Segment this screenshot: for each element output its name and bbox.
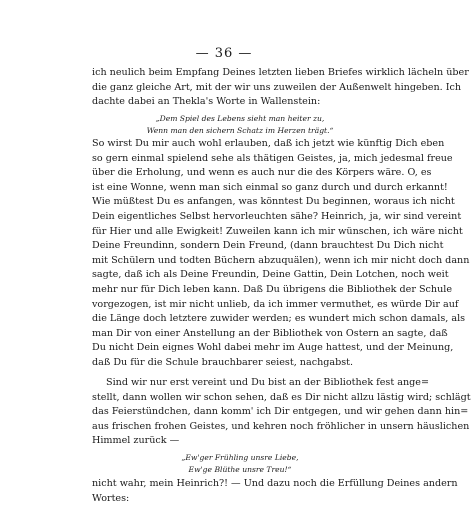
text-line: Deine Freundinn, sondern Dein Freund, (dann brauchtest Du Dich nicht: [92, 240, 444, 252]
paragraph-reunion: [92, 376, 471, 449]
text-line: für Hier und alle Ewigkeit! Zuweilen kann ich mir wünschen, ich wäre nicht: [92, 225, 463, 237]
text-line: Wortes:: [92, 492, 130, 504]
quote-line: Wenn man den sichern Schatz im Herzen trägt.“: [146, 126, 334, 135]
text-line: mit Schülern und todten Büchern abzuquälen), wenn ich mir nicht doch dann: [92, 254, 470, 266]
quote-wallenstein: [92, 113, 388, 137]
text-line: vorgezogen, ist mir nicht unlieb, da ich immer vermuthet, es würde Dir auf: [92, 298, 459, 310]
text-line: die Länge doch letztere zuwider werden; es wundert mich schon damals, als: [92, 313, 466, 325]
text-line: sagte, daß ich als Deine Freundin, Deine Gattin, Dein Lotchen, noch weit: [92, 269, 449, 281]
paragraph-closing-visible: [92, 477, 458, 506]
text-line: Himmel zurück —: [92, 435, 180, 447]
paragraph-main: [92, 137, 470, 371]
paragraph-opening: [92, 66, 469, 110]
page-number: — 36 —: [195, 46, 253, 61]
text-line: über die Erholung, und wenn es auch nur die des Körpers wäre. O, es: [92, 167, 432, 179]
text-line: nicht wahr, mein Heinrich?! — Und dazu noch die Erfüllung Deines andern: [92, 478, 458, 489]
text-line: das Feierstündchen, dann komm' ich Dir entgegen, und wir gehen dann hin=: [92, 406, 469, 418]
text-line: mehr nur für Dich leben kann. Daß Du übrigens die Bibliothek der Schule: [92, 283, 453, 295]
text-line: man Dir von einer Anstellung an der Bibliothek von Ostern an sagte, daß: [92, 327, 448, 339]
text-line: So wirst Du mir auch wohl erlauben, daß ich jetzt wie künftig Dich eben: [92, 138, 445, 149]
text-line: Du nicht Dein eignes Wohl dabei mehr im Auge hattest, und der Meinung,: [92, 342, 454, 354]
text-line: ich neulich beim Empfang Deines letzten lieben Briefes wirklich lächeln über: [92, 67, 469, 78]
quote-line: „Dem Spiel des Lebens sieht man heiter zu,: [155, 114, 325, 123]
text-line: ist eine Wonne, wenn man sich einmal so ganz durch und durch erkannt!: [92, 181, 448, 193]
text-line: aus frischen frohen Geistes, und kehren noch fröhlicher in unsern häuslichen: [92, 420, 470, 432]
quote-line: „Ew'ger Frühling unsre Liebe,: [181, 453, 299, 462]
text-line: Dein eigentliches Selbst hervorleuchten sähe? Heinrich, ja, wir sind vereint: [92, 210, 462, 222]
quote-line: Ew'ge Blüthe unsre Treu!“: [188, 465, 292, 474]
text-line: dachte dabei an Thekla's Worte in Wallenstein:: [92, 96, 321, 108]
quote-fruehling: [92, 452, 388, 476]
text-line: daß Du für die Schule brauchbarer seiest, nachgabst.: [92, 356, 354, 368]
text-line: so gern einmal spielend sehe als thätigen Geistes, ja, mich jedesmal freue: [92, 152, 453, 164]
text-line: Sind wir nur erst vereint und Du bist an der Bibliothek fest ange=: [106, 377, 429, 388]
text-line: stellt, dann wollen wir schon sehen, daß es Dir nicht allzu lästig wird; schlägt: [92, 391, 471, 403]
text-line: Wie müßtest Du es anfangen, was könntest Du beginnen, woraus ich nicht: [92, 196, 455, 208]
text-line: die ganz gleiche Art, mit der wir uns zuweilen der Außenwelt hingeben. Ich: [92, 81, 462, 93]
